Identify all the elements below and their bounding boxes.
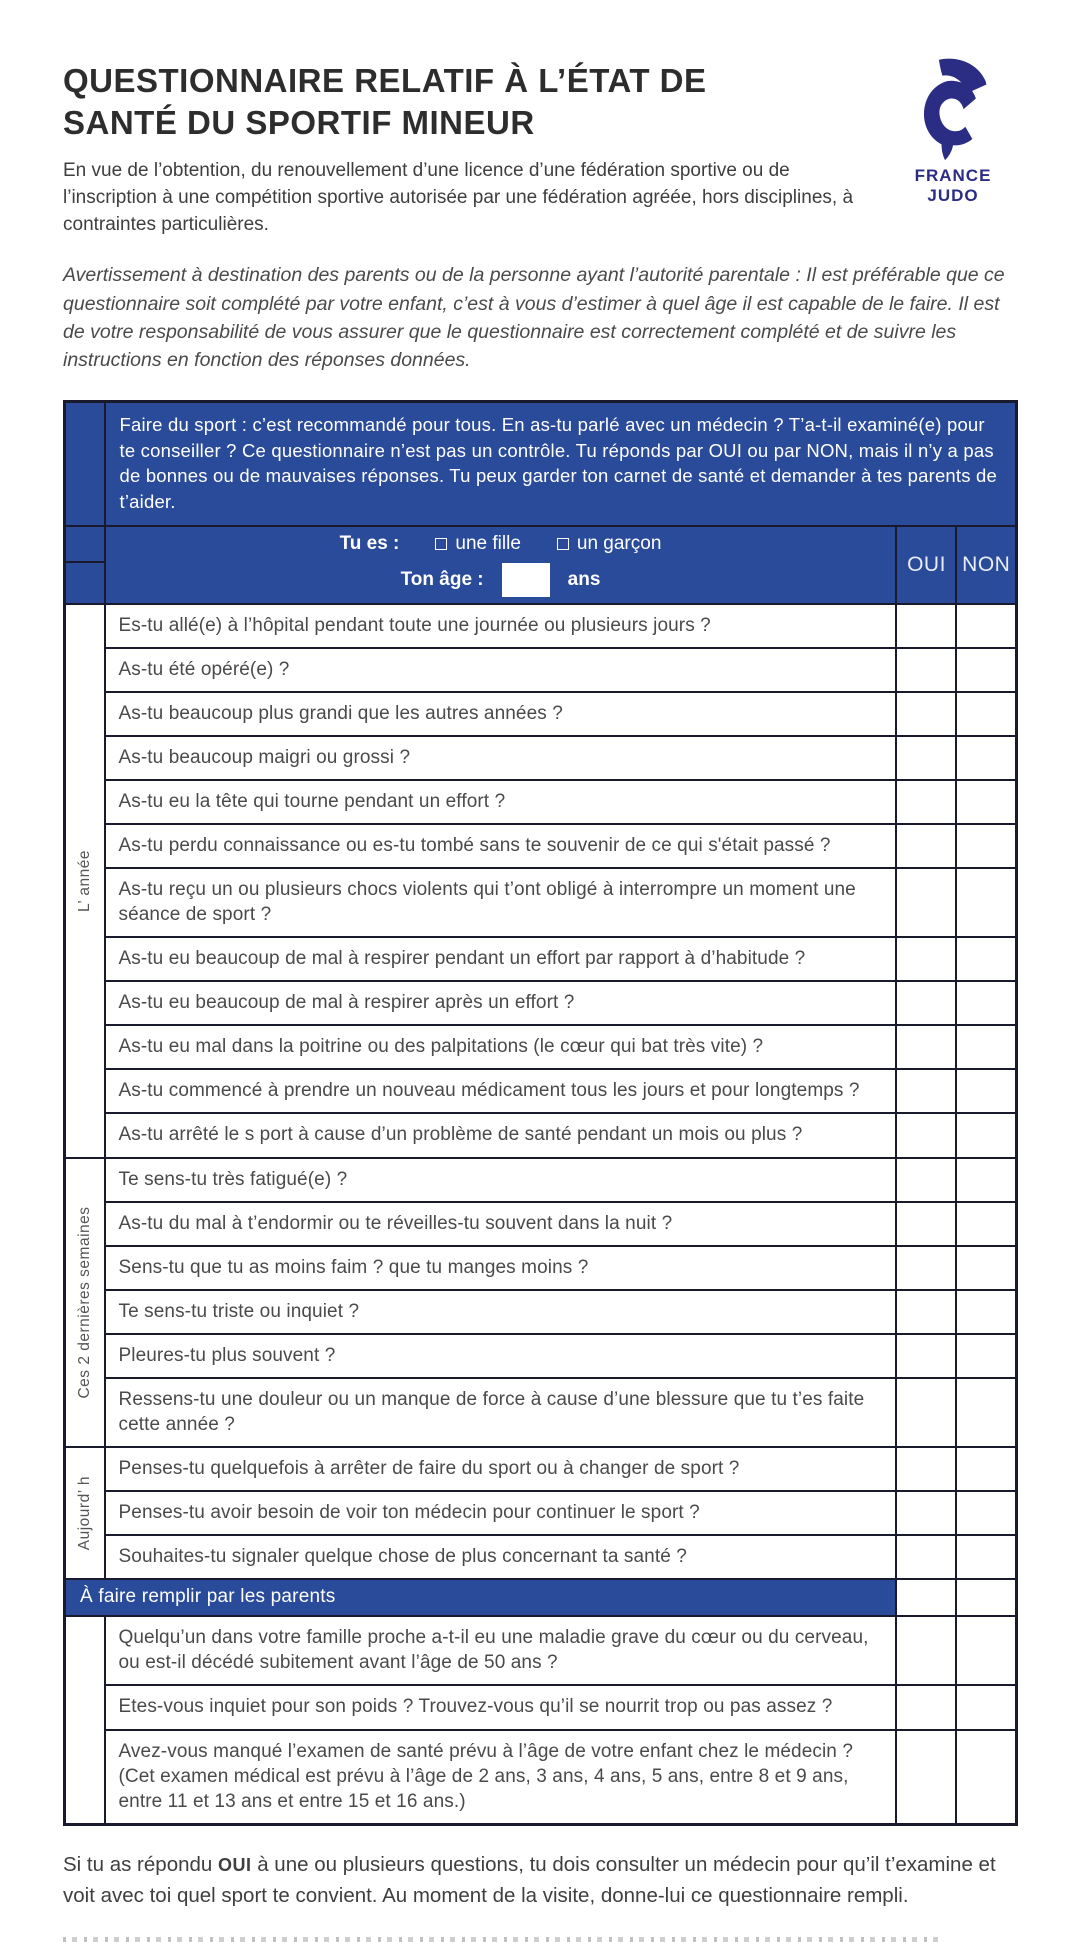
question-row bbox=[65, 981, 1017, 1025]
question-text: Quelqu’un dans votre famille proche a-t-il eu une maladie grave du cœur ou du cerveau, ou est-il décédé subitement avant l’âge de 50 ans ? bbox=[105, 1616, 897, 1685]
answer-cell-oui[interactable] bbox=[896, 937, 956, 981]
question-row bbox=[65, 1069, 1017, 1113]
answer-cell-non[interactable] bbox=[956, 868, 1016, 937]
question-row bbox=[65, 648, 1017, 692]
question-text: As-tu beaucoup plus grandi que les autres années ? bbox=[105, 692, 897, 736]
section-label-cell-1 bbox=[65, 1158, 105, 1448]
answer-cell-non[interactable] bbox=[956, 1579, 1016, 1616]
question-row bbox=[65, 937, 1017, 981]
question-text: As-tu eu beaucoup de mal à respirer après un effort ? bbox=[105, 981, 897, 1025]
question-text: Sens-tu que tu as moins faim ? que tu manges moins ? bbox=[105, 1246, 897, 1290]
column-header-oui: OUI bbox=[896, 526, 956, 604]
france-judo-logo bbox=[888, 58, 1018, 205]
answer-cell-non[interactable] bbox=[956, 1158, 1016, 1202]
answer-cell-oui[interactable] bbox=[896, 1069, 956, 1113]
parental-warning: Avertissement à destination des parents ou de la personne ayant l’autorité parentale : Il est préférable que ce questionnaire soit complété par votre enfant, c’est à vous d’estimer à quel âge il est capable de le faire. Il est de votre responsabilité de vous assurer que le questionnaire est correctement complété et de suivre les instructions en fonction des réponses données. bbox=[63, 264, 1005, 372]
answer-cell-non[interactable] bbox=[956, 937, 1016, 981]
title-block bbox=[63, 56, 888, 239]
logo-wordmark bbox=[915, 166, 992, 205]
answer-cell-oui[interactable] bbox=[896, 1579, 956, 1616]
question-row bbox=[65, 692, 1017, 736]
answer-cell-non[interactable] bbox=[956, 1491, 1016, 1535]
boy-option-label: un garçon bbox=[576, 532, 662, 554]
question-row bbox=[65, 780, 1017, 824]
footer-prefix: Si tu as répondu bbox=[63, 1852, 218, 1876]
question-row bbox=[65, 1290, 1017, 1334]
question-row bbox=[65, 736, 1017, 780]
question-text: Te sens-tu triste ou inquiet ? bbox=[105, 1290, 897, 1334]
question-text: Penses-tu quelquefois à arrêter de faire du sport ou à changer de sport ? bbox=[105, 1447, 897, 1491]
answer-cell-non[interactable] bbox=[956, 1025, 1016, 1069]
question-row bbox=[65, 868, 1017, 937]
parents-question-row bbox=[65, 1685, 1017, 1729]
answer-cell-non[interactable] bbox=[956, 1535, 1016, 1579]
table-intro-row bbox=[65, 402, 1017, 526]
column-header-non: NON bbox=[956, 526, 1016, 604]
question-text: As-tu eu la tête qui tourne pendant un effort ? bbox=[105, 780, 897, 824]
question-text: As-tu beaucoup maigri ou grossi ? bbox=[105, 736, 897, 780]
question-text: Es-tu allé(e) à l’hôpital pendant toute une journée ou plusieurs jours ? bbox=[105, 604, 897, 648]
gender-label: Tu es : bbox=[339, 532, 400, 554]
question-text: Ressens-tu une douleur ou un manque de force à cause d’une blessure que tu t’es faite cette année ? bbox=[105, 1378, 897, 1447]
question-text: As-tu eu beaucoup de mal à respirer pendant un effort par rapport à d’habitude ? bbox=[105, 937, 897, 981]
answer-cell-non[interactable] bbox=[956, 604, 1016, 648]
answer-cell-oui[interactable] bbox=[896, 824, 956, 868]
section-label: L’ année bbox=[75, 849, 93, 912]
age-line bbox=[116, 563, 886, 597]
answer-cell-non[interactable] bbox=[956, 1202, 1016, 1246]
question-row bbox=[65, 1447, 1017, 1491]
question-text: Te sens-tu très fatigué(e) ? bbox=[105, 1158, 897, 1202]
question-text: As-tu eu mal dans la poitrine ou des palpitations (le cœur qui bat très vite) ? bbox=[105, 1025, 897, 1069]
answer-cell-non[interactable] bbox=[956, 981, 1016, 1025]
answer-cell-non[interactable] bbox=[956, 1290, 1016, 1334]
identity-side-cell bbox=[65, 526, 105, 604]
answer-cell-oui[interactable] bbox=[896, 1730, 956, 1825]
parents-header-row bbox=[65, 1579, 1017, 1616]
answer-cell-non[interactable] bbox=[956, 1447, 1016, 1491]
footer-instruction bbox=[63, 1850, 1018, 1912]
question-text: As-tu reçu un ou plusieurs chocs violents qui t’ont obligé à interrompre un moment une séance de sport ? bbox=[105, 868, 897, 937]
answer-cell-oui[interactable] bbox=[896, 1378, 956, 1447]
page-title bbox=[63, 60, 888, 144]
answer-cell-oui[interactable] bbox=[896, 780, 956, 824]
answer-cell-oui[interactable] bbox=[896, 1685, 956, 1729]
answer-cell-oui[interactable] bbox=[896, 1334, 956, 1378]
question-row bbox=[65, 1378, 1017, 1447]
answer-cell-oui[interactable] bbox=[896, 692, 956, 736]
answer-cell-non[interactable] bbox=[956, 1378, 1016, 1447]
identity-cell bbox=[105, 526, 897, 604]
page-title-line1: QUESTIONNAIRE RELATIF À L’ÉTAT DE bbox=[63, 62, 707, 99]
girl-checkbox[interactable] bbox=[435, 538, 447, 550]
logo-word-france: FRANCE bbox=[914, 166, 992, 185]
question-row bbox=[65, 604, 1017, 648]
parents-question-row bbox=[65, 1730, 1017, 1825]
question-text: As-tu arrêté le s port à cause d’un problème de santé pendant un mois ou plus ? bbox=[105, 1113, 897, 1157]
answer-cell-oui[interactable] bbox=[896, 648, 956, 692]
answer-cell-oui[interactable] bbox=[896, 1491, 956, 1535]
girl-option-label: une fille bbox=[455, 532, 521, 554]
question-row bbox=[65, 1246, 1017, 1290]
question-row bbox=[65, 824, 1017, 868]
question-row bbox=[65, 1491, 1017, 1535]
answer-cell-non[interactable] bbox=[956, 824, 1016, 868]
answer-cell-non[interactable] bbox=[956, 736, 1016, 780]
page-title-line2: SANTÉ DU SPORTIF MINEUR bbox=[63, 104, 535, 142]
parents-header: À faire remplir par les parents bbox=[65, 1579, 897, 1616]
question-row bbox=[65, 1025, 1017, 1069]
answer-cell-oui[interactable] bbox=[896, 1158, 956, 1202]
answer-cell-oui[interactable] bbox=[896, 1246, 956, 1290]
question-text: Avez-vous manqué l’examen de santé prévu à l’âge de votre enfant chez le médecin ? (Cet examen médical est prévu à l’âge de 2 ans, 3 ans, 4 ans, 5 ans, entre 8 et 9 ans, entre 11 et 13 ans et entre 15 et 16 ans.) bbox=[105, 1730, 897, 1825]
age-suffix: ans bbox=[567, 568, 601, 590]
answer-cell-non[interactable] bbox=[956, 1069, 1016, 1113]
gender-line bbox=[116, 533, 886, 555]
section-label-cell-0 bbox=[65, 604, 105, 1158]
answer-cell-oui[interactable] bbox=[896, 604, 956, 648]
answer-cell-oui[interactable] bbox=[896, 1202, 956, 1246]
question-row bbox=[65, 1334, 1017, 1378]
age-label: Ton âge : bbox=[400, 568, 484, 590]
footer-oui-bold: OUI bbox=[218, 1854, 252, 1875]
answer-cell-non[interactable] bbox=[956, 648, 1016, 692]
question-text: As-tu commencé à prendre un nouveau médicament tous les jours et pour longtemps ? bbox=[105, 1069, 897, 1113]
answer-cell-non[interactable] bbox=[956, 1113, 1016, 1157]
answer-cell-oui[interactable] bbox=[896, 1025, 956, 1069]
question-row bbox=[65, 1158, 1017, 1202]
question-text: As-tu du mal à t’endormir ou te réveilles-tu souvent dans la nuit ? bbox=[105, 1202, 897, 1246]
footer-suffix: à une ou plusieurs questions, tu dois consulter un médecin pour qu’il t’examine et voit avec toi quel sport te convient. Au moment de la visite, donne-lui ce questionnaire rempli. bbox=[63, 1852, 996, 1907]
answer-cell-non[interactable] bbox=[956, 1246, 1016, 1290]
section-label-cell-2 bbox=[65, 1447, 105, 1579]
table-intro-text: Faire du sport : c’est recommandé pour tous. En as-tu parlé avec un médecin ? T’a-t-il examiné(e) pour te conseiller ? Ce questionnaire n’est pas un contrôle. Tu réponds par OUI ou par NON, mais il n’y a pas de bonnes ou de mauvaises réponses. Tu peux garder ton carnet de santé et demander à tes parents de t’aider. bbox=[105, 402, 1017, 526]
cropped-text-artifact bbox=[63, 1937, 942, 1942]
girl-checkbox-option[interactable] bbox=[435, 533, 521, 555]
answer-cell-non[interactable] bbox=[956, 780, 1016, 824]
intro-paragraph: En vue de l’obtention, du renouvellement d’une licence d’une fédération sportive ou de l’inscription à une compétition sportive autorisée par une fédération agréée, hors disciplines, à contraintes particulières. bbox=[63, 160, 854, 236]
question-text: Pleures-tu plus souvent ? bbox=[105, 1334, 897, 1378]
section-label: Aujourd’ h bbox=[75, 1476, 93, 1551]
parents-side-cell bbox=[65, 1616, 105, 1824]
masthead bbox=[63, 56, 1018, 239]
boy-checkbox-option[interactable] bbox=[557, 533, 662, 555]
answer-cell-oui[interactable] bbox=[896, 1290, 956, 1334]
question-text: As-tu été opéré(e) ? bbox=[105, 648, 897, 692]
question-text: Etes-vous inquiet pour son poids ? Trouvez-vous qu’il se nourrit trop ou pas assez ? bbox=[105, 1685, 897, 1729]
question-row bbox=[65, 1113, 1017, 1157]
answer-cell-oui[interactable] bbox=[896, 736, 956, 780]
question-text: Souhaites-tu signaler quelque chose de plus concernant ta santé ? bbox=[105, 1535, 897, 1579]
questions-body bbox=[65, 604, 1017, 1825]
identity-row bbox=[65, 526, 1017, 604]
logo-word-judo: JUDO bbox=[927, 185, 979, 205]
answer-cell-oui[interactable] bbox=[896, 1616, 956, 1685]
answer-cell-non[interactable] bbox=[956, 1616, 1016, 1685]
answer-cell-oui[interactable] bbox=[896, 1535, 956, 1579]
answer-cell-oui[interactable] bbox=[896, 1113, 956, 1157]
rooster-icon bbox=[909, 58, 997, 162]
answer-cell-non[interactable] bbox=[956, 1334, 1016, 1378]
answer-cell-non[interactable] bbox=[956, 692, 1016, 736]
intro-side-cell bbox=[65, 402, 105, 526]
question-row bbox=[65, 1535, 1017, 1579]
answer-cell-oui[interactable] bbox=[896, 868, 956, 937]
answer-cell-non[interactable] bbox=[956, 1730, 1016, 1825]
answer-cell-non[interactable] bbox=[956, 1685, 1016, 1729]
section-label: Ces 2 dernières semaines bbox=[75, 1206, 93, 1399]
parents-question-row bbox=[65, 1616, 1017, 1685]
question-text: Penses-tu avoir besoin de voir ton médecin pour continuer le sport ? bbox=[105, 1491, 897, 1535]
question-text: As-tu perdu connaissance ou es-tu tombé sans te souvenir de ce qui s'était passé ? bbox=[105, 824, 897, 868]
answer-cell-oui[interactable] bbox=[896, 1447, 956, 1491]
questionnaire-table bbox=[63, 400, 1018, 1825]
answer-cell-oui[interactable] bbox=[896, 981, 956, 1025]
age-input[interactable] bbox=[502, 563, 550, 597]
question-row bbox=[65, 1202, 1017, 1246]
boy-checkbox[interactable] bbox=[557, 538, 569, 550]
